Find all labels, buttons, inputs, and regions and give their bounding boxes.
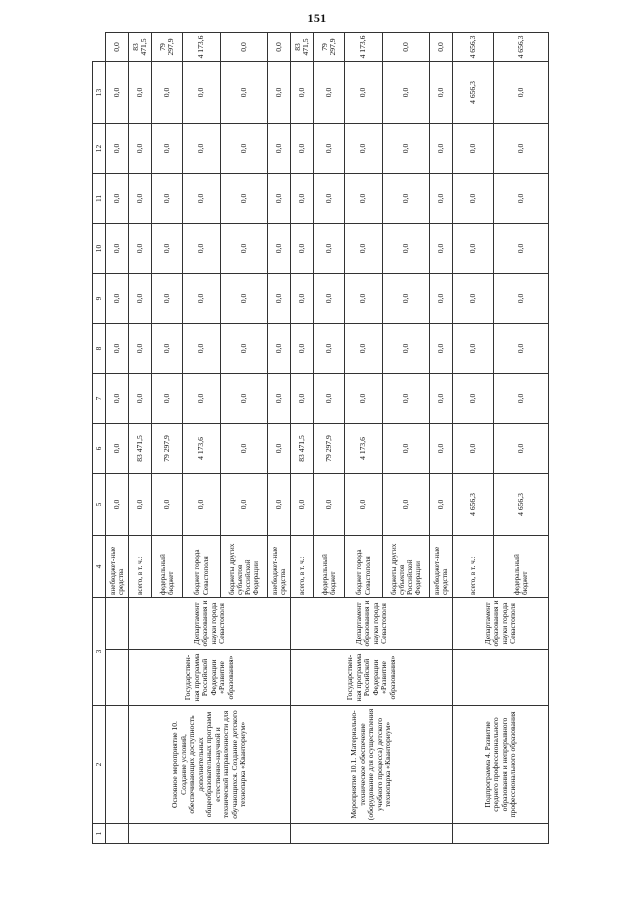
amount-cell: 0,0 <box>129 123 152 173</box>
amount-cell: 0,0 <box>383 223 430 273</box>
amount-cell: 0,0 <box>494 173 549 223</box>
amount-cell: 0,0 <box>430 473 453 535</box>
amount-cell: 83 471,5 <box>129 33 152 62</box>
header-cell: 3 <box>93 597 106 705</box>
header-cell: 13 <box>93 61 106 123</box>
funding-source-cell: федеральный бюджет <box>152 535 183 597</box>
header-cell: 2 <box>93 706 106 824</box>
amount-cell: 0,0 <box>494 223 549 273</box>
amount-cell: 4 656,3 <box>453 33 494 62</box>
amount-cell: 0,0 <box>106 33 129 62</box>
amount-cell: 0,0 <box>383 473 430 535</box>
amount-cell: 4 656,3 <box>494 473 549 535</box>
amount-cell: 0,0 <box>221 323 268 373</box>
amount-cell: 0,0 <box>345 373 383 423</box>
amount-cell: 0,0 <box>268 473 291 535</box>
amount-cell: 0,0 <box>268 323 291 373</box>
amount-cell: 0,0 <box>494 323 549 373</box>
amount-cell: 0,0 <box>183 323 221 373</box>
amount-cell: 0,0 <box>129 173 152 223</box>
amount-cell: 0,0 <box>183 61 221 123</box>
executor-cell: Департамент образования и науки города Севастополя <box>291 597 453 649</box>
amount-cell: 0,0 <box>314 173 345 223</box>
program-cell <box>453 650 549 706</box>
amount-cell: 0,0 <box>430 223 453 273</box>
amount-cell: 0,0 <box>453 273 494 323</box>
funding-source-cell: бюджеты других субъектов Российской Федерации <box>383 535 430 597</box>
header-cell: 8 <box>93 323 106 373</box>
amount-cell: 0,0 <box>268 123 291 173</box>
amount-cell: 0,0 <box>129 61 152 123</box>
amount-cell: 0,0 <box>453 123 494 173</box>
amount-cell: 0,0 <box>345 173 383 223</box>
amount-cell: 0,0 <box>383 123 430 173</box>
event-name-cell: Подпрограмма 4. Развитие среднего профессионального образования и непрерывного профессионального образования <box>453 706 549 824</box>
amount-cell: 0,0 <box>152 123 183 173</box>
amount-cell: 79 297,9 <box>314 33 345 62</box>
amount-cell: 0,0 <box>268 273 291 323</box>
amount-cell: 4 173,6 <box>345 423 383 473</box>
amount-cell: 0,0 <box>221 173 268 223</box>
funding-source-cell: внебюджет-ные средства <box>106 535 129 597</box>
budget-table <box>92 32 549 844</box>
header-cell: 12 <box>93 123 106 173</box>
amount-cell: 0,0 <box>314 123 345 173</box>
rotated-table-container <box>92 32 632 844</box>
amount-cell: 0,0 <box>314 223 345 273</box>
amount-cell: 0,0 <box>453 373 494 423</box>
table-row <box>129 33 152 844</box>
funding-source-cell: всего, в т. ч.: <box>453 535 494 597</box>
amount-cell: 0,0 <box>221 473 268 535</box>
amount-cell: 0,0 <box>183 123 221 173</box>
amount-cell: 0,0 <box>383 61 430 123</box>
amount-cell: 0,0 <box>106 123 129 173</box>
amount-cell: 83 471,5 <box>291 423 314 473</box>
header-cell: 11 <box>93 173 106 223</box>
amount-cell: 0,0 <box>221 33 268 62</box>
header-cell: 9 <box>93 273 106 323</box>
funding-source-cell: федеральный бюджет <box>314 535 345 597</box>
table-row <box>291 33 314 844</box>
funding-source-cell: внебюджет-ные средства <box>430 535 453 597</box>
amount-cell: 0,0 <box>152 323 183 373</box>
amount-cell: 0,0 <box>430 423 453 473</box>
amount-cell: 83 471,5 <box>291 33 314 62</box>
page-number: 151 <box>307 11 327 25</box>
funding-source-cell: бюджет города Севастополя <box>183 535 221 597</box>
amount-cell: 0,0 <box>152 223 183 273</box>
amount-cell: 0,0 <box>221 373 268 423</box>
header-row <box>93 33 106 844</box>
header-cell: 1 <box>93 824 106 844</box>
funding-source-cell: всего, в т. ч.: <box>291 535 314 597</box>
row-index-cell <box>106 824 129 844</box>
amount-cell: 0,0 <box>430 323 453 373</box>
table-row <box>453 33 494 844</box>
amount-cell: 0,0 <box>183 223 221 273</box>
amount-cell: 0,0 <box>494 273 549 323</box>
amount-cell: 0,0 <box>183 173 221 223</box>
amount-cell: 0,0 <box>129 223 152 273</box>
amount-cell: 0,0 <box>291 173 314 223</box>
program-cell: Государствен-ная программа Российской Федерации «Развитие образования» <box>129 650 291 706</box>
amount-cell: 0,0 <box>152 273 183 323</box>
amount-cell: 0,0 <box>106 473 129 535</box>
amount-cell: 0,0 <box>106 273 129 323</box>
amount-cell: 0,0 <box>494 61 549 123</box>
amount-cell: 0,0 <box>453 173 494 223</box>
amount-cell: 0,0 <box>430 61 453 123</box>
amount-cell: 79 297,9 <box>152 33 183 62</box>
amount-cell: 0,0 <box>383 273 430 323</box>
executor-cell <box>106 597 129 649</box>
program-cell: Государствен-ная программа Российской Федерации «Развитие образования» <box>291 650 453 706</box>
amount-cell: 0,0 <box>152 473 183 535</box>
header-cell: 4 <box>93 535 106 597</box>
funding-source-cell: внебюджет-ные средства <box>268 535 291 597</box>
amount-cell: 0,0 <box>345 273 383 323</box>
amount-cell: 0,0 <box>494 373 549 423</box>
amount-cell: 0,0 <box>314 61 345 123</box>
amount-cell: 4 656,3 <box>453 473 494 535</box>
amount-cell: 0,0 <box>430 273 453 323</box>
amount-cell: 0,0 <box>106 373 129 423</box>
table-body <box>106 33 549 844</box>
amount-cell: 0,0 <box>291 323 314 373</box>
amount-cell: 0,0 <box>129 273 152 323</box>
amount-cell: 4 173,6 <box>183 33 221 62</box>
amount-cell: 79 297,9 <box>152 423 183 473</box>
amount-cell: 0,0 <box>268 33 291 62</box>
event-name-cell <box>106 706 129 824</box>
amount-cell: 4 656,3 <box>453 61 494 123</box>
amount-cell: 0,0 <box>345 61 383 123</box>
amount-cell: 0,0 <box>453 423 494 473</box>
amount-cell: 0,0 <box>430 33 453 62</box>
amount-cell: 0,0 <box>430 373 453 423</box>
amount-cell: 0,0 <box>383 173 430 223</box>
amount-cell: 0,0 <box>314 323 345 373</box>
amount-cell: 0,0 <box>221 61 268 123</box>
amount-cell: 0,0 <box>129 323 152 373</box>
amount-cell: 0,0 <box>345 123 383 173</box>
amount-cell: 0,0 <box>268 423 291 473</box>
executor-cell: Департамент образования и науки города Севастополя <box>453 597 549 649</box>
amount-cell: 0,0 <box>453 323 494 373</box>
amount-cell: 83 471,5 <box>129 423 152 473</box>
amount-cell: 0,0 <box>221 423 268 473</box>
amount-cell: 0,0 <box>106 223 129 273</box>
header-cell: 6 <box>93 423 106 473</box>
amount-cell: 0,0 <box>494 123 549 173</box>
amount-cell: 0,0 <box>152 373 183 423</box>
amount-cell: 0,0 <box>106 173 129 223</box>
amount-cell: 0,0 <box>291 123 314 173</box>
amount-cell: 0,0 <box>314 473 345 535</box>
amount-cell: 0,0 <box>314 273 345 323</box>
header-cell: 5 <box>93 473 106 535</box>
amount-cell: 0,0 <box>345 473 383 535</box>
amount-cell: 0,0 <box>106 61 129 123</box>
amount-cell: 0,0 <box>106 423 129 473</box>
amount-cell: 0,0 <box>221 123 268 173</box>
amount-cell: 0,0 <box>152 173 183 223</box>
amount-cell: 0,0 <box>453 223 494 273</box>
header-cell: 10 <box>93 223 106 273</box>
amount-cell: 0,0 <box>345 223 383 273</box>
amount-cell: 0,0 <box>383 323 430 373</box>
amount-cell: 0,0 <box>345 323 383 373</box>
amount-cell: 0,0 <box>291 373 314 423</box>
row-index-cell <box>129 824 291 844</box>
amount-cell: 4 173,6 <box>345 33 383 62</box>
amount-cell: 0,0 <box>268 373 291 423</box>
funding-source-cell: бюджеты других субъектов Российской Федерации <box>221 535 268 597</box>
amount-cell: 0,0 <box>221 273 268 323</box>
amount-cell: 0,0 <box>268 61 291 123</box>
header-cell: 7 <box>93 373 106 423</box>
amount-cell: 0,0 <box>221 223 268 273</box>
amount-cell: 0,0 <box>383 33 430 62</box>
amount-cell: 0,0 <box>183 373 221 423</box>
amount-cell: 0,0 <box>129 473 152 535</box>
amount-cell: 0,0 <box>291 273 314 323</box>
amount-cell: 0,0 <box>183 473 221 535</box>
amount-cell: 0,0 <box>268 173 291 223</box>
amount-cell: 0,0 <box>430 123 453 173</box>
amount-cell: 0,0 <box>291 473 314 535</box>
amount-cell: 0,0 <box>430 173 453 223</box>
amount-cell: 79 297,9 <box>314 423 345 473</box>
amount-cell: 0,0 <box>291 61 314 123</box>
amount-cell: 0,0 <box>291 223 314 273</box>
amount-cell: 4 656,3 <box>494 33 549 62</box>
funding-source-cell: всего, в т. ч.: <box>129 535 152 597</box>
funding-source-cell: бюджет города Севастополя <box>345 535 383 597</box>
amount-cell: 0,0 <box>383 423 430 473</box>
amount-cell: 0,0 <box>268 223 291 273</box>
event-name-cell: Основное мероприятие 10. Создание условий, обеспечивающих доступность дополнительных общеобразовательных программ естественно-научной и технической направленности для обучающихся. Создание детского технопарка «Кванториум» <box>129 706 291 824</box>
amount-cell: 0,0 <box>494 423 549 473</box>
row-index-cell <box>453 824 549 844</box>
funding-source-cell: федеральный бюджет <box>494 535 549 597</box>
event-name-cell: Мероприятие 10.1. Материально-техническое обеспечение (оборудование для осуществления учебного процесса) детского технопарка «Кванториум» <box>291 706 453 824</box>
amount-cell: 0,0 <box>106 323 129 373</box>
amount-cell: 4 173,6 <box>183 423 221 473</box>
table-row <box>106 33 129 844</box>
executor-cell: Департамент образования и науки города Севастополя <box>129 597 291 649</box>
program-cell <box>106 650 129 706</box>
amount-cell: 0,0 <box>314 373 345 423</box>
amount-cell: 0,0 <box>129 373 152 423</box>
amount-cell: 0,0 <box>152 61 183 123</box>
amount-cell: 0,0 <box>183 273 221 323</box>
row-index-cell <box>291 824 453 844</box>
amount-cell: 0,0 <box>383 373 430 423</box>
